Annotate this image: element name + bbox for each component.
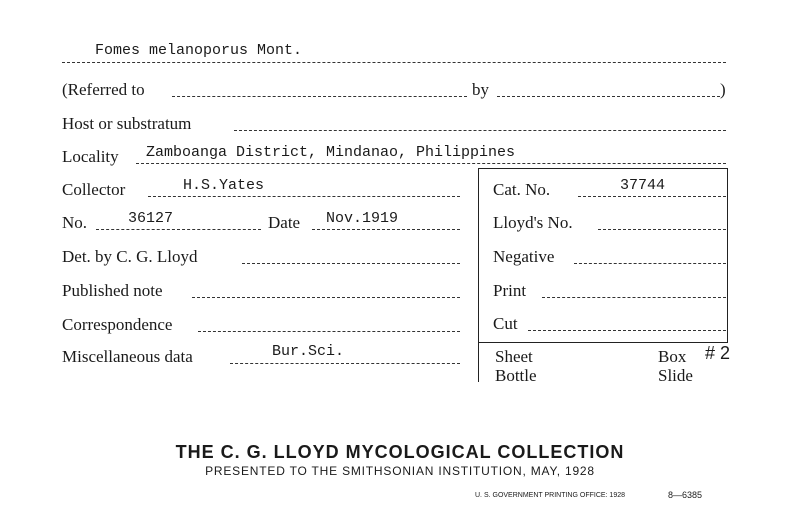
published-line [192, 297, 460, 298]
referred-line [172, 96, 467, 97]
box-right-rule [727, 168, 728, 343]
no-value: 36127 [128, 210, 174, 227]
by-label: by [472, 80, 489, 99]
collector-value: H.S.Yates [183, 177, 265, 194]
det-line [242, 263, 460, 264]
form-number: 8—6385 [668, 490, 703, 500]
cut-label: Cut [493, 314, 518, 333]
collector-label: Collector [62, 180, 126, 199]
correspondence-line [198, 331, 460, 332]
locality-label: Locality [62, 147, 119, 166]
locality-line [136, 163, 726, 164]
locality-value: Zamboanga District, Mindanao, Philippines [146, 144, 516, 161]
correspondence-label: Correspondence [62, 315, 173, 334]
date-value: Nov.1919 [326, 210, 399, 227]
misc-value: Bur.Sci. [272, 343, 345, 360]
print-label: Print [493, 281, 527, 300]
cut-line [528, 330, 726, 331]
print-line [542, 297, 726, 298]
collector-line [148, 196, 460, 197]
misc-line [230, 363, 460, 364]
cat-line [578, 196, 726, 197]
top-rule [62, 62, 726, 63]
slide-label: Slide [658, 366, 693, 385]
box-value: # 2 [705, 343, 731, 363]
cat-label: Cat. No. [493, 180, 551, 199]
lloyds-label: Lloyd's No. [493, 213, 573, 232]
no-label: No. [62, 213, 88, 232]
bottle-label: Bottle [495, 366, 537, 385]
date-label: Date [268, 213, 301, 232]
host-label: Host or substratum [62, 114, 192, 133]
no-line [96, 229, 261, 230]
close-paren: ) [720, 80, 726, 99]
sheet-label: Sheet [495, 347, 533, 366]
det-label: Det. by C. G. Lloyd [62, 247, 198, 266]
printer-note: U. S. GOVERNMENT PRINTING OFFICE: 1928 [475, 492, 626, 499]
species-name: Fomes melanoporus Mont. [95, 42, 303, 59]
box-label: Box [658, 347, 687, 366]
referred-label: (Referred to [62, 80, 145, 99]
date-line [312, 229, 460, 230]
collection-title: THE C. G. LLOYD MYCOLOGICAL COLLECTION [175, 442, 625, 462]
host-line [234, 130, 726, 131]
published-label: Published note [62, 281, 163, 300]
box-left-rule [478, 168, 479, 382]
box-top-rule [478, 168, 728, 169]
negative-line [574, 263, 726, 264]
by-line [497, 96, 720, 97]
misc-label: Miscellaneous data [62, 347, 193, 366]
lloyds-line [598, 229, 726, 230]
negative-label: Negative [493, 247, 555, 266]
box-mid-rule [478, 342, 728, 343]
collection-subtitle: PRESENTED TO THE SMITHSONIAN INSTITUTION, MAY, 1928 [205, 464, 595, 478]
cat-value: 37744 [620, 177, 666, 194]
